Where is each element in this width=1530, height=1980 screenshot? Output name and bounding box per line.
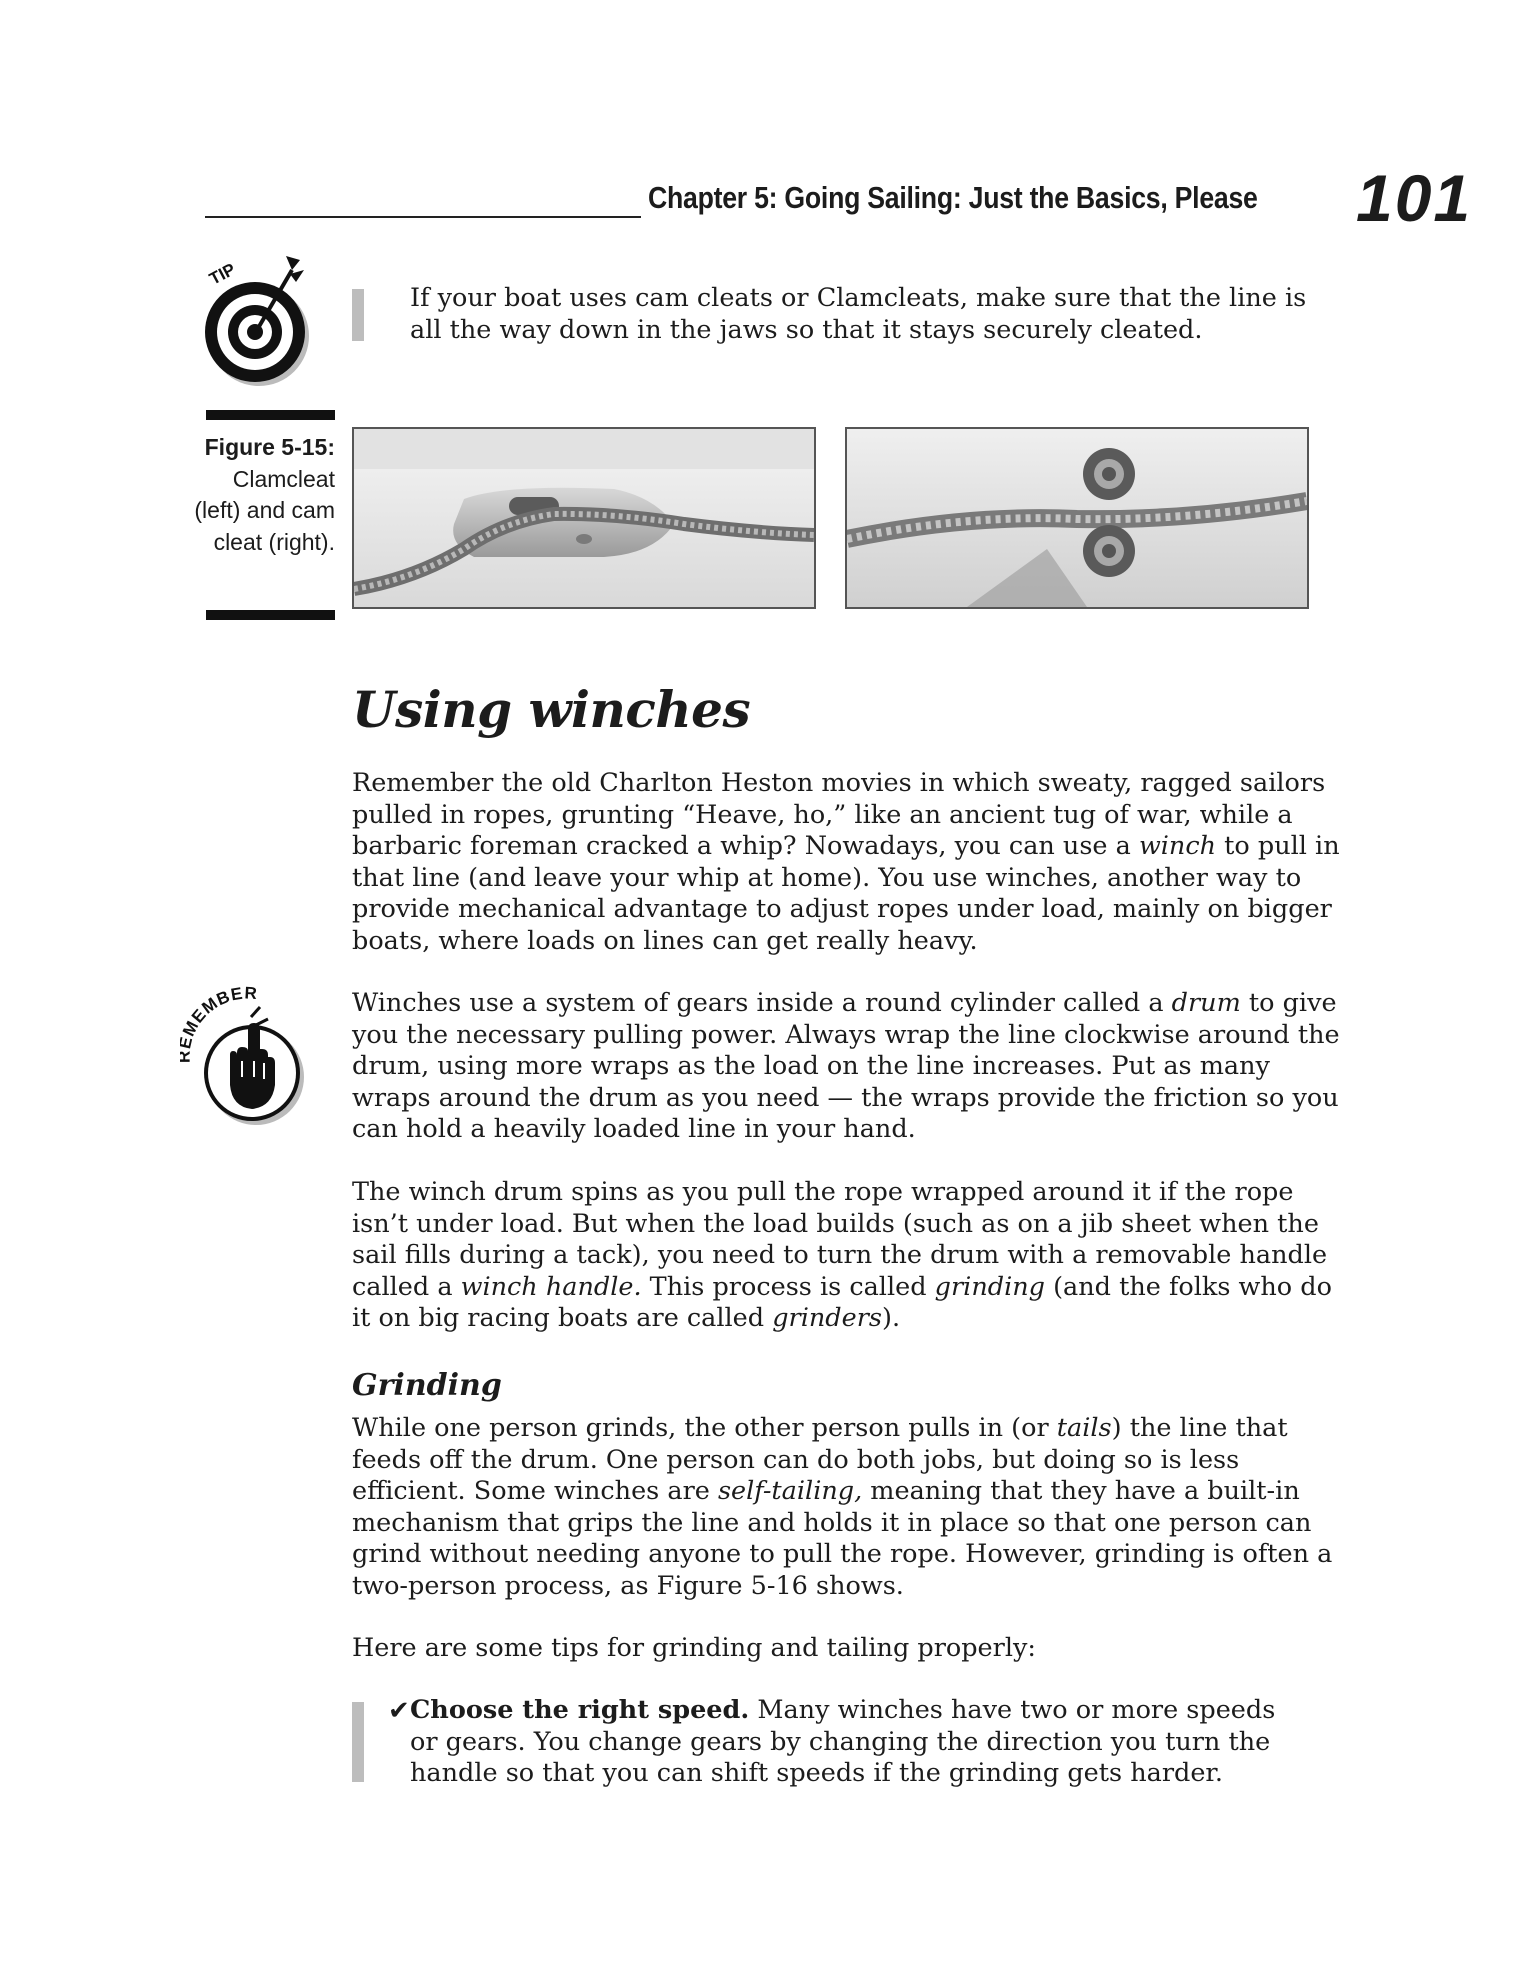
figure-caption [190, 432, 335, 558]
cam-cleat-photo [845, 427, 1309, 609]
checkmark-icon: ✔ [388, 1696, 410, 1726]
paragraph-2: Winches use a system of gears inside a round cylinder called a drum to give you the necessary pulling power. Always wrap the line clockwise around the drum, using more wraps as the load on the line increases. Put as many wraps around the drum as you need — the wraps provide the friction so you can hold a heavily loaded line in your hand. [352, 988, 1340, 1144]
section-heading: Using winches [352, 680, 751, 739]
page-number: 101 [1356, 161, 1473, 235]
clamcleat-photo [352, 427, 816, 609]
paragraph-4: While one person grinds, the other person pulls in (or tails) the line that feeds off the drum. One person can do both jobs, but doing so is less efficient. Some winches are self-tailing, meaning that they have a built-in mechanism that grips the line and holds it in place so that one person can grind without needing anyone to pull the rope. However, grinding is often a two-person process, as Figure 5-16 shows. [352, 1413, 1333, 1601]
paragraph-1: Remember the old Charlton Heston movies in which sweaty, ragged sailors pulled in ropes, grunting “Heave, ho,” like an ancient tug of war, while a barbaric foreman cracked a whip? Nowadays, you can use a winch to pull in that line (and leave your whip at home). You use winches, another way to provide mechanical advantage to adjust ropes under load, mainly on bigger boats, where loads on lines can get really heavy. [352, 768, 1340, 956]
list-item: Choose the right speed. Many winches have two or more speeds or gears. You change gears by changing the direction you turn the handle so that you can shift speeds if the grinding gets harder. [410, 1695, 1276, 1788]
tip-sidebar-bar [352, 289, 364, 341]
chapter-title: Chapter 5: Going Sailing: Just the Basics, Please [648, 180, 1258, 215]
paragraph-3: The winch drum spins as you pull the rope wrapped around it if the rope isn’t under load. But when the load builds (such as on a jib sheet when the sail fills during a tack), you need to turn the drum with a removable handle called a winch handle. This process is called grinding (and the folks who do it on big racing boats are called grinders). [352, 1177, 1332, 1333]
figure-caption-text: Clamcleat (left) and cam cleat (right). [194, 465, 335, 555]
remember-icon [180, 985, 320, 1135]
remember-icon-label: MEMBER [180, 985, 259, 1040]
paragraph-5: Here are some tips for grinding and tailing properly: [352, 1633, 1036, 1663]
list-sidebar-bar [352, 1702, 364, 1782]
tip-icon-label: TIP [206, 259, 239, 289]
figure-label: Figure 5-15: [204, 434, 335, 460]
figure-bottom-bar [206, 610, 335, 620]
tip-icon [200, 250, 320, 390]
header-rule [205, 216, 641, 218]
subsection-heading: Grinding [352, 1368, 502, 1403]
figure-top-bar [206, 410, 335, 420]
tip-text: If your boat uses cam cleats or Clamcleats, make sure that the line is all the way down in the jaws so that it stays securely cleated. [410, 283, 1307, 345]
